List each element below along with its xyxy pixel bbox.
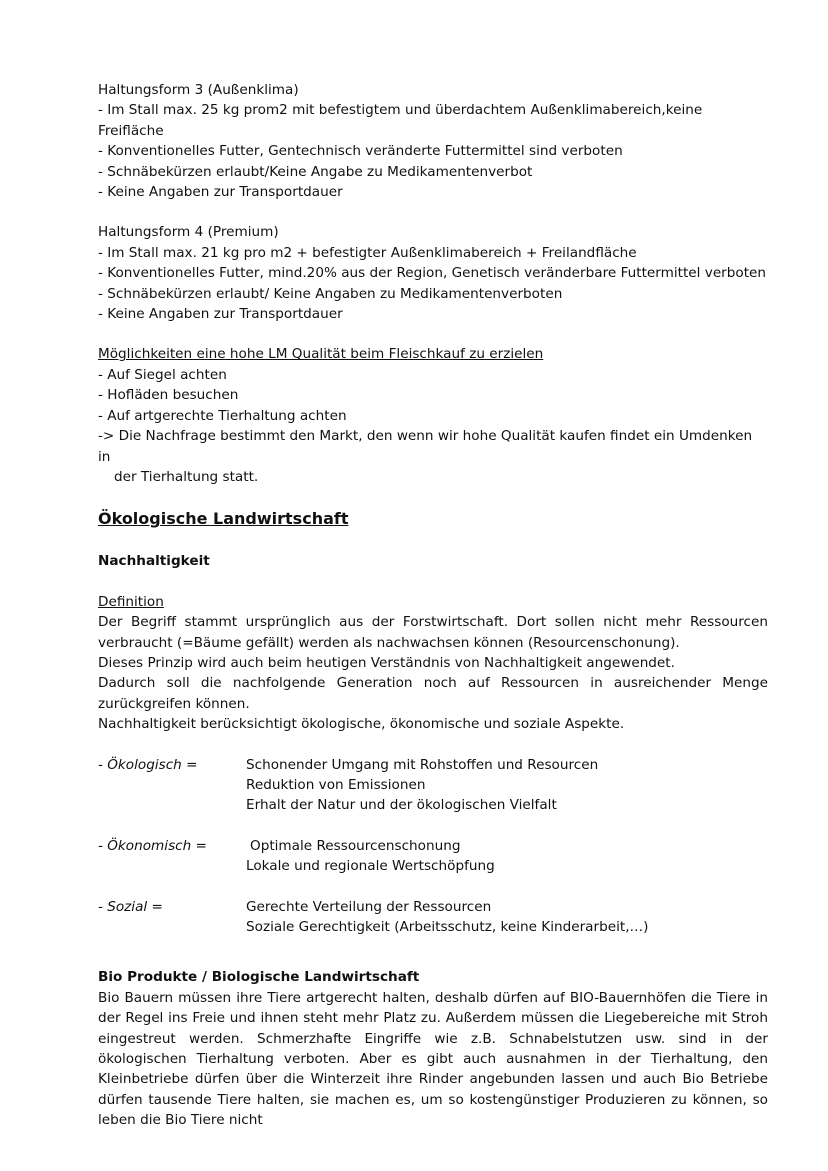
definition-paragraph: Dieses Prinzip wird auch beim heutigen Verständnis von Nachhaltigkeit angewendet. xyxy=(98,654,675,671)
haltungsform-4-title: Haltungsform 4 (Premium) xyxy=(98,224,279,241)
list-item: - Keine Angaben zur Transportdauer xyxy=(98,184,343,201)
bio-title: Bio Produkte / Biologische Landwirtschaft xyxy=(98,969,420,986)
aspect-label: - Ökologisch = xyxy=(98,756,198,773)
aspect-line: Lokale und regionale Wertschöpfung xyxy=(246,858,495,875)
bio-section xyxy=(98,967,768,1130)
nachhaltigkeit-section xyxy=(98,551,768,937)
list-item: - Im Stall max. 25 kg prom2 mit befestigtem und überdachtem Außenklimabereich,keine Freifläche xyxy=(98,102,703,139)
aspect-line: Schonender Umgang mit Rohstoffen und Resourcen xyxy=(246,756,599,773)
quality-conclusion: -> Die Nachfrage bestimmt den Markt, den wenn wir hohe Qualität kaufen findet ein Umdenken in xyxy=(98,428,753,465)
haltungsform-3 xyxy=(98,80,768,202)
list-item: - Konventionelles Futter, mind.20% aus der Region, Genetisch veränderbare Futtermittel verboten xyxy=(98,265,767,282)
definition-paragraph: Nachhaltigkeit berücksichtigt ökologische, ökonomische und soziale Aspekte. xyxy=(98,716,625,733)
document-text xyxy=(98,80,768,1131)
list-item: - Konventionelles Futter, Gentechnisch veränderte Futtermittel sind verboten xyxy=(98,143,623,160)
list-item: - Auf artgerechte Tierhaltung achten xyxy=(98,407,347,424)
list-item: - Hofläden besuchen xyxy=(98,387,239,404)
list-item: - Keine Angaben zur Transportdauer xyxy=(98,306,343,323)
haltungsform-3-title: Haltungsform 3 (Außenklima) xyxy=(98,82,299,98)
list-item: - Auf Siegel achten xyxy=(98,366,227,383)
aspect-row-sozial xyxy=(98,897,768,938)
aspect-label: - Sozial = xyxy=(98,898,163,915)
aspect-line: Optimale Ressourcenschonung xyxy=(250,837,461,854)
quality-conclusion-continued: der Tierhaltung statt. xyxy=(114,468,259,485)
section-title: Ökologische Landwirtschaft xyxy=(98,509,349,529)
quality-heading: Möglichkeiten eine hohe LM Qualität beim Fleischkauf zu erzielen xyxy=(98,346,544,363)
bio-paragraph: Bio Bauern müssen ihre Tiere artgerecht halten, deshalb dürfen auf BIO-Bauernhöfen die Tiere in der Regel ins Freie und ihnen steht mehr Platz zu. Außerdem müssen die Liegebereiche mit Stroh eingestreut werden. Schmerzhafte Eingriffe wie z.B. Schnabelstutzen usw. sind in der ökologischen Tierhaltung verboten. Aber es gibt auch ausnahmen in der Tierhaltung, den Kleinbetriebe dürfen über die Winterzeit ihre Rinder angebunden lassen und auch Bio Betriebe dürfen tausende Tiere halten, sie machen es, um so kostengünstiger Produzieren zu können, so leben die Bio Tiere nicht xyxy=(98,989,768,1129)
aspect-line: Soziale Gerechtigkeit (Arbeitsschutz, keine Kinderarbeit,…) xyxy=(246,919,649,935)
aspect-line: Erhalt der Natur und der ökologischen Vielfalt xyxy=(246,797,557,814)
definition-heading: Definition xyxy=(98,593,164,610)
aspect-line: Gerechte Verteilung der Ressourcen xyxy=(246,898,492,915)
list-item: - Schnäbekürzen erlaubt/Keine Angabe zu Medikamentenverbot xyxy=(98,163,533,180)
aspect-label: - Ökonomisch = xyxy=(98,837,207,854)
definition-paragraph: Der Begriff stammt ursprünglich aus der Forstwirtschaft. Dort sollen nicht mehr Ressourcen verbraucht (=Bäume gefällt) werden als nachwachsen können (Resourcenschonung). xyxy=(98,614,768,651)
definition-paragraph: Dadurch soll die nachfolgende Generation noch auf Ressourcen in ausreichender Menge zurückgreifen können. xyxy=(98,675,768,712)
haltungsform-4 xyxy=(98,222,768,324)
aspect-line: Reduktion von Emissionen xyxy=(246,776,426,793)
aspect-row-oekonomisch xyxy=(98,836,768,877)
nachhaltigkeit-title: Nachhaltigkeit xyxy=(98,553,210,570)
list-item: - Im Stall max. 21 kg pro m2 + befestigter Außenklimabereich + Freilandfläche xyxy=(98,244,637,261)
quality-section xyxy=(98,344,768,487)
list-item: - Schnäbekürzen erlaubt/ Keine Angaben zu Medikamentenverboten xyxy=(98,285,563,302)
aspect-row-oekologisch xyxy=(98,755,768,816)
